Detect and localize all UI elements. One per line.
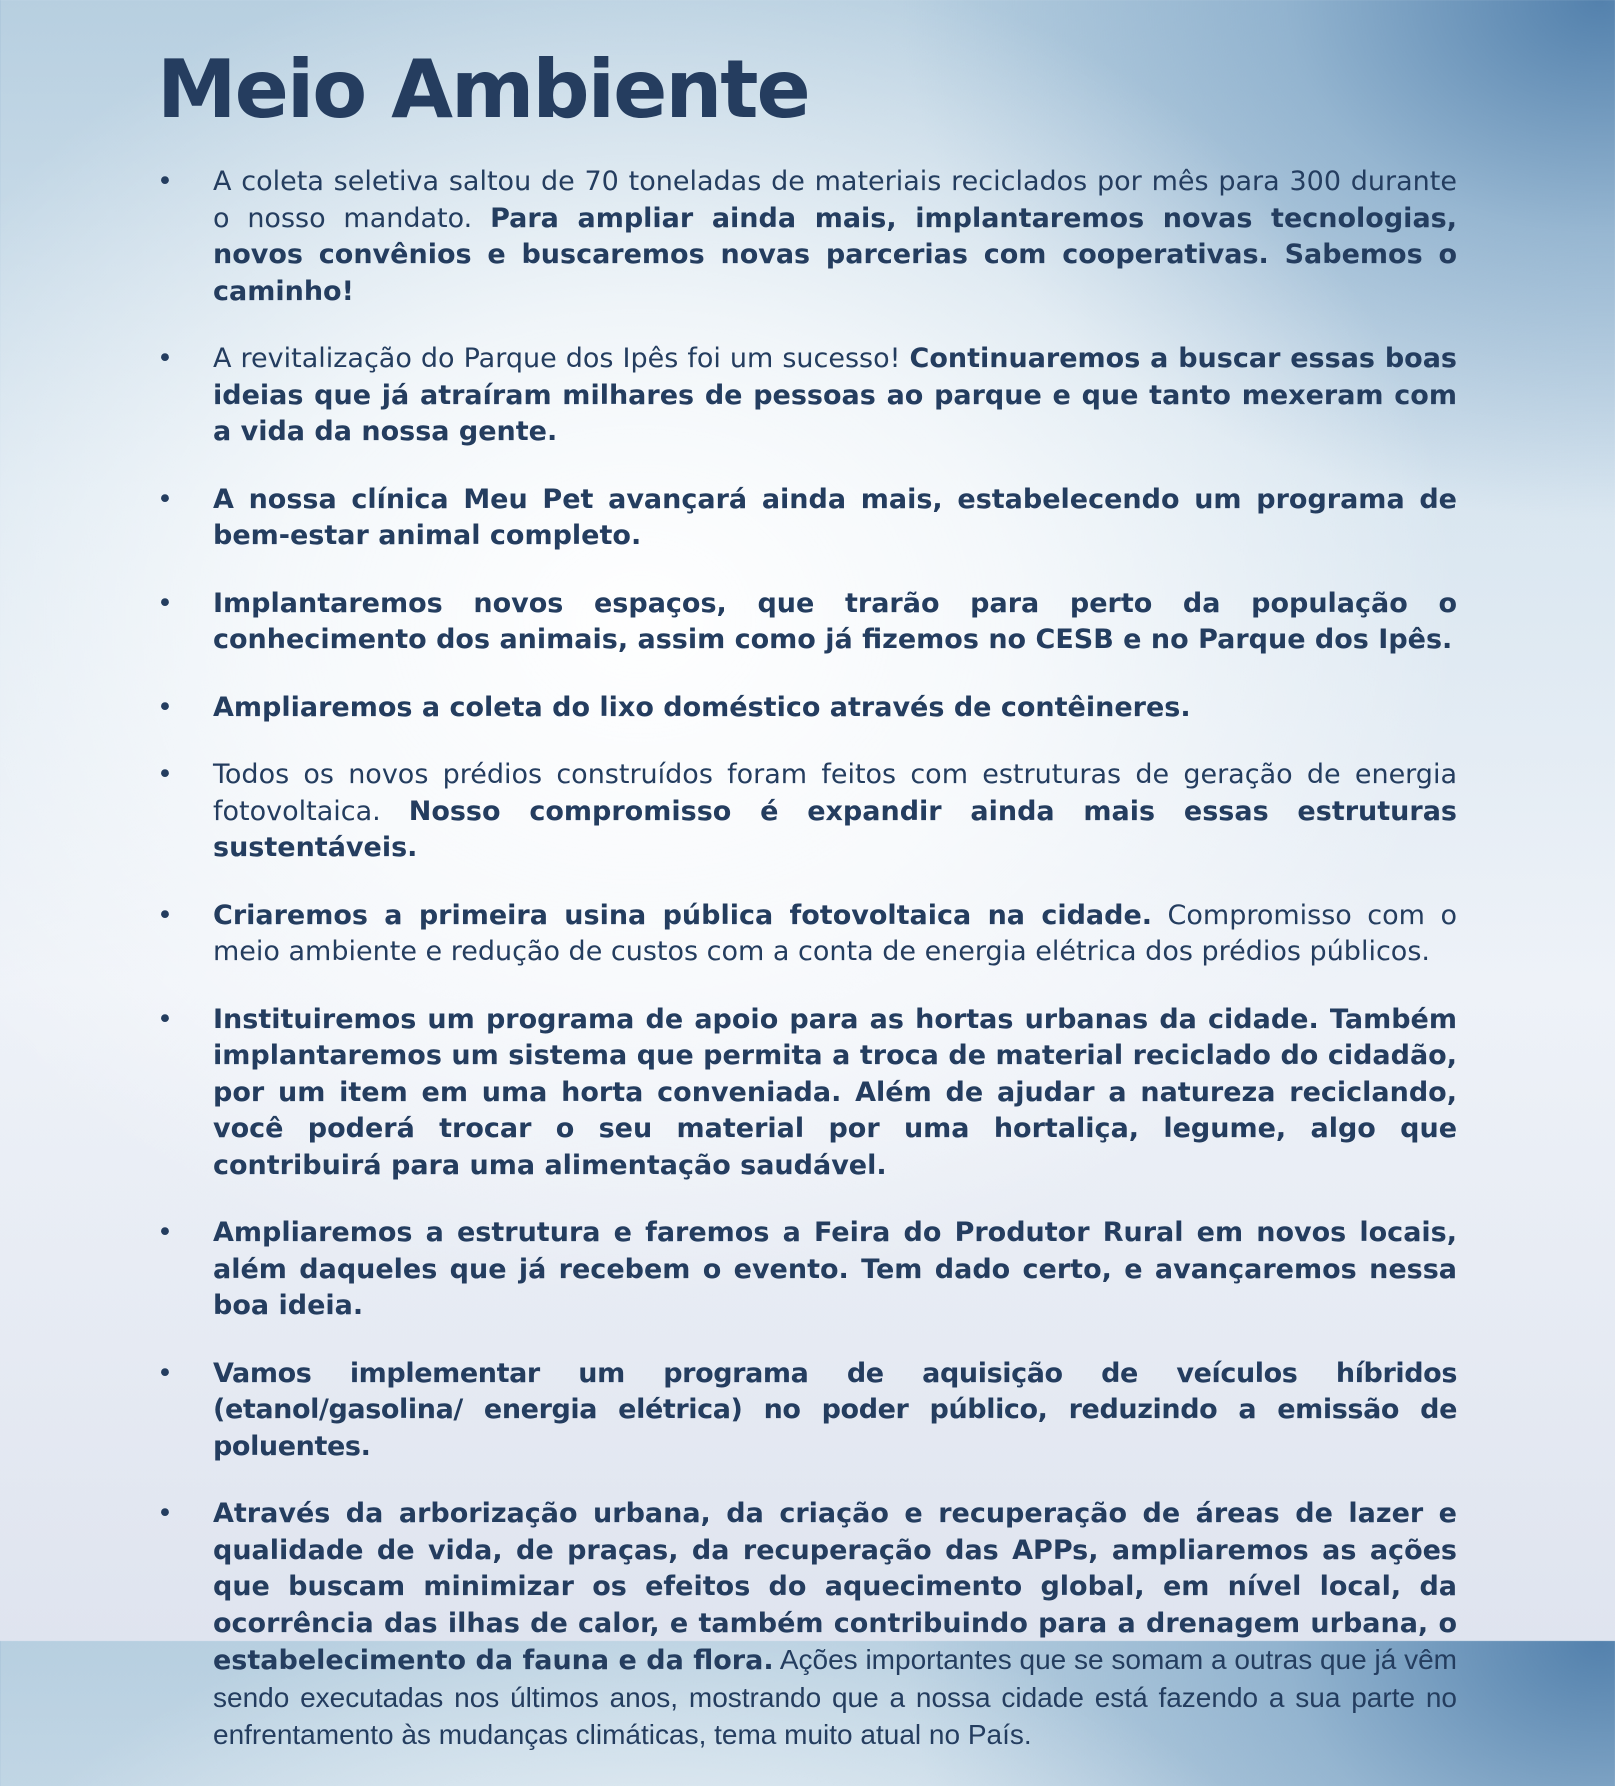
item-text-normal: Compromisso com o meio ambiente e redução de custos com a conta de energia elétrica dos prédios públicos. (213, 899, 1457, 967)
list-item (157, 690, 1457, 727)
item-text-bold: Vamos implementar um programa de aquisição de veículos híbridos (etanol/gasolina/ energia elétrica) no poder público, reduzindo a emissão de poluentes. (213, 1357, 1457, 1462)
list-item (157, 164, 1457, 310)
item-text-bold: Ampliaremos a estrutura e faremos a Feira do Produtor Rural em novos locais, além daqueles que já recebem o evento. Tem dado certo, e avançaremos nessa boa ideia. (213, 1217, 1457, 1321)
item-text-bold: Implantaremos novos espaços, que trarão para perto da população o conhecimento dos animais, assim como já fizemos no CESB e no Parque dos Ipês. (213, 587, 1457, 655)
item-text-bold: Ampliaremos a coleta do lixo doméstico através de contêineres. (213, 691, 1191, 723)
item-text-bold: Continuaremos a buscar essas boas ideias que já atraíram milhares de pessoas ao parque e que tanto mexeram com a vida da nossa gente. (213, 343, 1458, 447)
list-item (157, 1356, 1457, 1466)
list-item (157, 482, 1457, 555)
bullet-icon: • (157, 1217, 173, 1248)
bullet-icon: • (157, 1357, 173, 1389)
item-text-bold: Nosso compromisso é expandir ainda mais essas estruturas sustentáveis. (213, 795, 1457, 863)
bullet-icon: • (157, 759, 173, 790)
item-text-normal: Todos os novos prédios construídos foram feitos com estruturas de geração de energia fotovoltaica. (213, 759, 1457, 827)
item-text-bold: Para ampliar ainda mais, implantaremos novas tecnologias, novos convênios e buscaremos novas parcerias com cooperativas. Sabemos o caminho! (213, 202, 1457, 307)
bullet-icon: • (157, 1003, 173, 1035)
item-text-bold: Instituiremos um programa de apoio para as hortas urbanas da cidade. Também implantaremos um sistema que permita a troca de material reciclado do cidadão, por um item em uma horta conveniada. Além de ajudar a natureza reciclando, você poderá trocar o seu material por uma hortaliça, legume, algo que contribuirá para uma alimentação saudável. (213, 1003, 1457, 1181)
list-item (157, 586, 1457, 659)
bullet-icon: • (157, 343, 173, 374)
list-item (157, 1215, 1457, 1325)
list-item (157, 898, 1457, 971)
bullet-icon: • (157, 691, 173, 723)
list-item (157, 757, 1457, 867)
bullet-icon: • (157, 587, 173, 619)
bullet-list (157, 164, 1457, 1786)
bullet-icon: • (157, 1498, 173, 1529)
list-item (157, 1002, 1457, 1185)
item-text-bold: A nossa clínica Meu Pet avançará ainda mais, estabelecendo um programa de bem-estar animal completo. (213, 483, 1457, 551)
item-text-bold: Criaremos a primeira usina pública fotovoltaica na cidade. (213, 899, 1153, 931)
list-item (157, 1496, 1457, 1755)
bullet-icon: • (157, 166, 173, 197)
page-title: Meio Ambiente (157, 43, 809, 136)
bullet-icon: • (157, 899, 173, 931)
item-text-normal: Ações importantes que se somam a outras que já vêm sendo executadas nos últimos anos, mostrando que a nossa cidade está fazendo a sua parte no enfrentamento às mudanças climáticas, tema muito atual no País. (213, 1644, 1457, 1750)
item-text-normal: A coleta seletiva saltou de 70 toneladas de materiais reciclados por mês para 300 durante o nosso mandato. (213, 166, 1457, 234)
item-text-bold: Através da arborização urbana, da criação e recuperação de áreas de lazer e qualidade de vida, de praças, da recuperação das APPs, ampliaremos as ações que buscam minimizar os efeitos do aquecimento global, em nível local, da ocorrência das ilhas de calor, e também contribuindo para a drenagem urbana, o estabelecimento da fauna e da flora. (213, 1498, 1457, 1676)
list-item (157, 341, 1457, 451)
bullet-icon: • (157, 483, 173, 515)
item-text-normal: A revitalização do Parque dos Ipês foi um sucesso! (213, 343, 910, 374)
